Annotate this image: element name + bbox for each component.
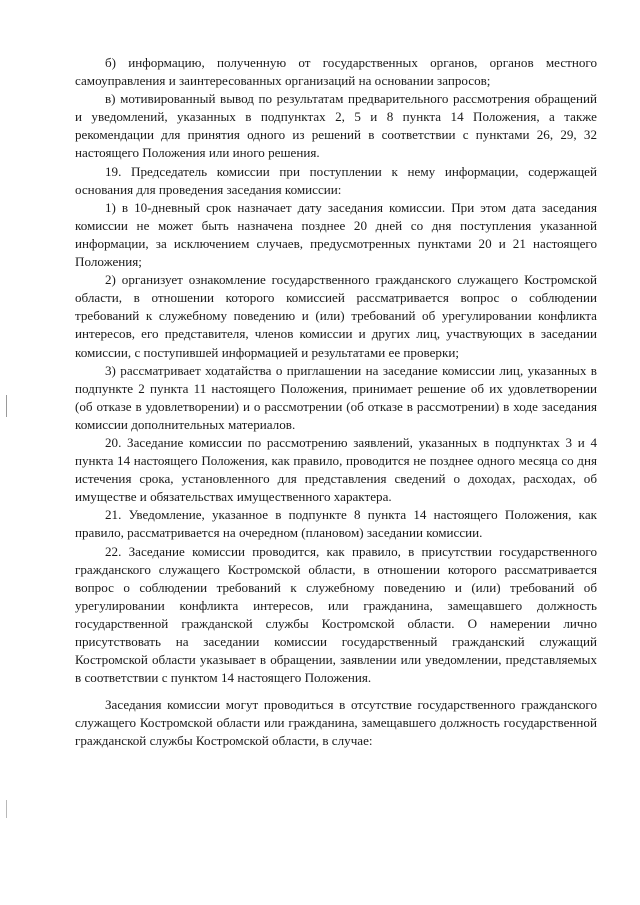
scan-margin-mark (6, 800, 7, 818)
paragraph-item-21: 21. Уведомление, указанное в подпункте 8 пункта 14 настоящего Положения, как правило, рассматривается на очередном (плановом) заседании комиссии. (75, 507, 597, 541)
paragraph-subitem-v: в) мотивированный вывод по результатам предварительного рассмотрения обращений и уведомлений, указанных в подпунктах 2, 5 и 8 пункта 14 Положения, а также рекомендации для принятия одного из решений в соответствии с пунктами 26, 29, 32 настоящего Положения или иного решения. (75, 91, 597, 161)
paragraph-item-19-2: 2) организует ознакомление государственного гражданского служащего Костромской области, в отношении которого комиссией рассматривается вопрос о соблюдении требований к служебному поведению и (или) требований об урегулировании конфликта интересов, его представителя, членов комиссии и других лиц, участвующих в заседании комиссии, с поступившей информацией и результатами ее проверки; (75, 272, 597, 360)
paragraph-item-22-continued: Заседания комиссии могут проводиться в отсутствие государственного гражданского служащего Костромской области или гражданина, замещавшего должность государственной гражданской службы Костромской области, в случае: (75, 697, 597, 749)
paragraph-item-22: 22. Заседание комиссии проводится, как правило, в присутствии государственного гражданского служащего Костромской области, в отношении которого рассматривается вопрос о соблюдении требований к служебному поведению и (или) требований об урегулировании конфликта интересов, или гражданина, замещавшего должность государственной гражданской службы Костромской области. О намерении лично присутствовать на заседании комиссии государственный гражданский служащий Костромской области указывает в обращении, заявлении или уведомлении, представляемых в соответствии с пунктом 14 настоящего Положения. (75, 543, 597, 686)
paragraph-item-19-3: 3) рассматривает ходатайства о приглашении на заседание комиссии лиц, указанных в подпункте 2 пункта 11 настоящего Положения, принимает решение об их удовлетворении (об отказе в удовлетворении) и о рассмотрении (об отказе в рассмотрении) в ходе заседания комиссии дополнительных материалов. (75, 362, 597, 432)
paragraph-item-20: 20. Заседание комиссии по рассмотрению заявлений, указанных в подпунктах 3 и 4 пункта 14 настоящего Положения, как правило, проводится не позднее одного месяца со дня истечения срока, установленного для представления сведений о доходах, расходах, об имуществе и обязательствах имущественного характера. (75, 434, 597, 505)
scan-margin-mark (6, 395, 7, 417)
paragraph-item-19-1: 1) в 10-дневный срок назначает дату заседания комиссии. При этом дата заседания комиссии не может быть назначена позднее 20 дней со дня поступления указанной информации, за исключением случаев, предусмотренных пунктами 20 и 21 настоящего Положения; (75, 199, 597, 270)
paragraph-subitem-b: б) информацию, полученную от государственных органов, органов местного самоуправления и заинтересованных организаций на основании запросов; (75, 55, 597, 89)
paragraph-item-19: 19. Председатель комиссии при поступлении к нему информации, содержащей основания для проведения заседания комиссии: (75, 163, 597, 197)
document-body (75, 54, 597, 751)
